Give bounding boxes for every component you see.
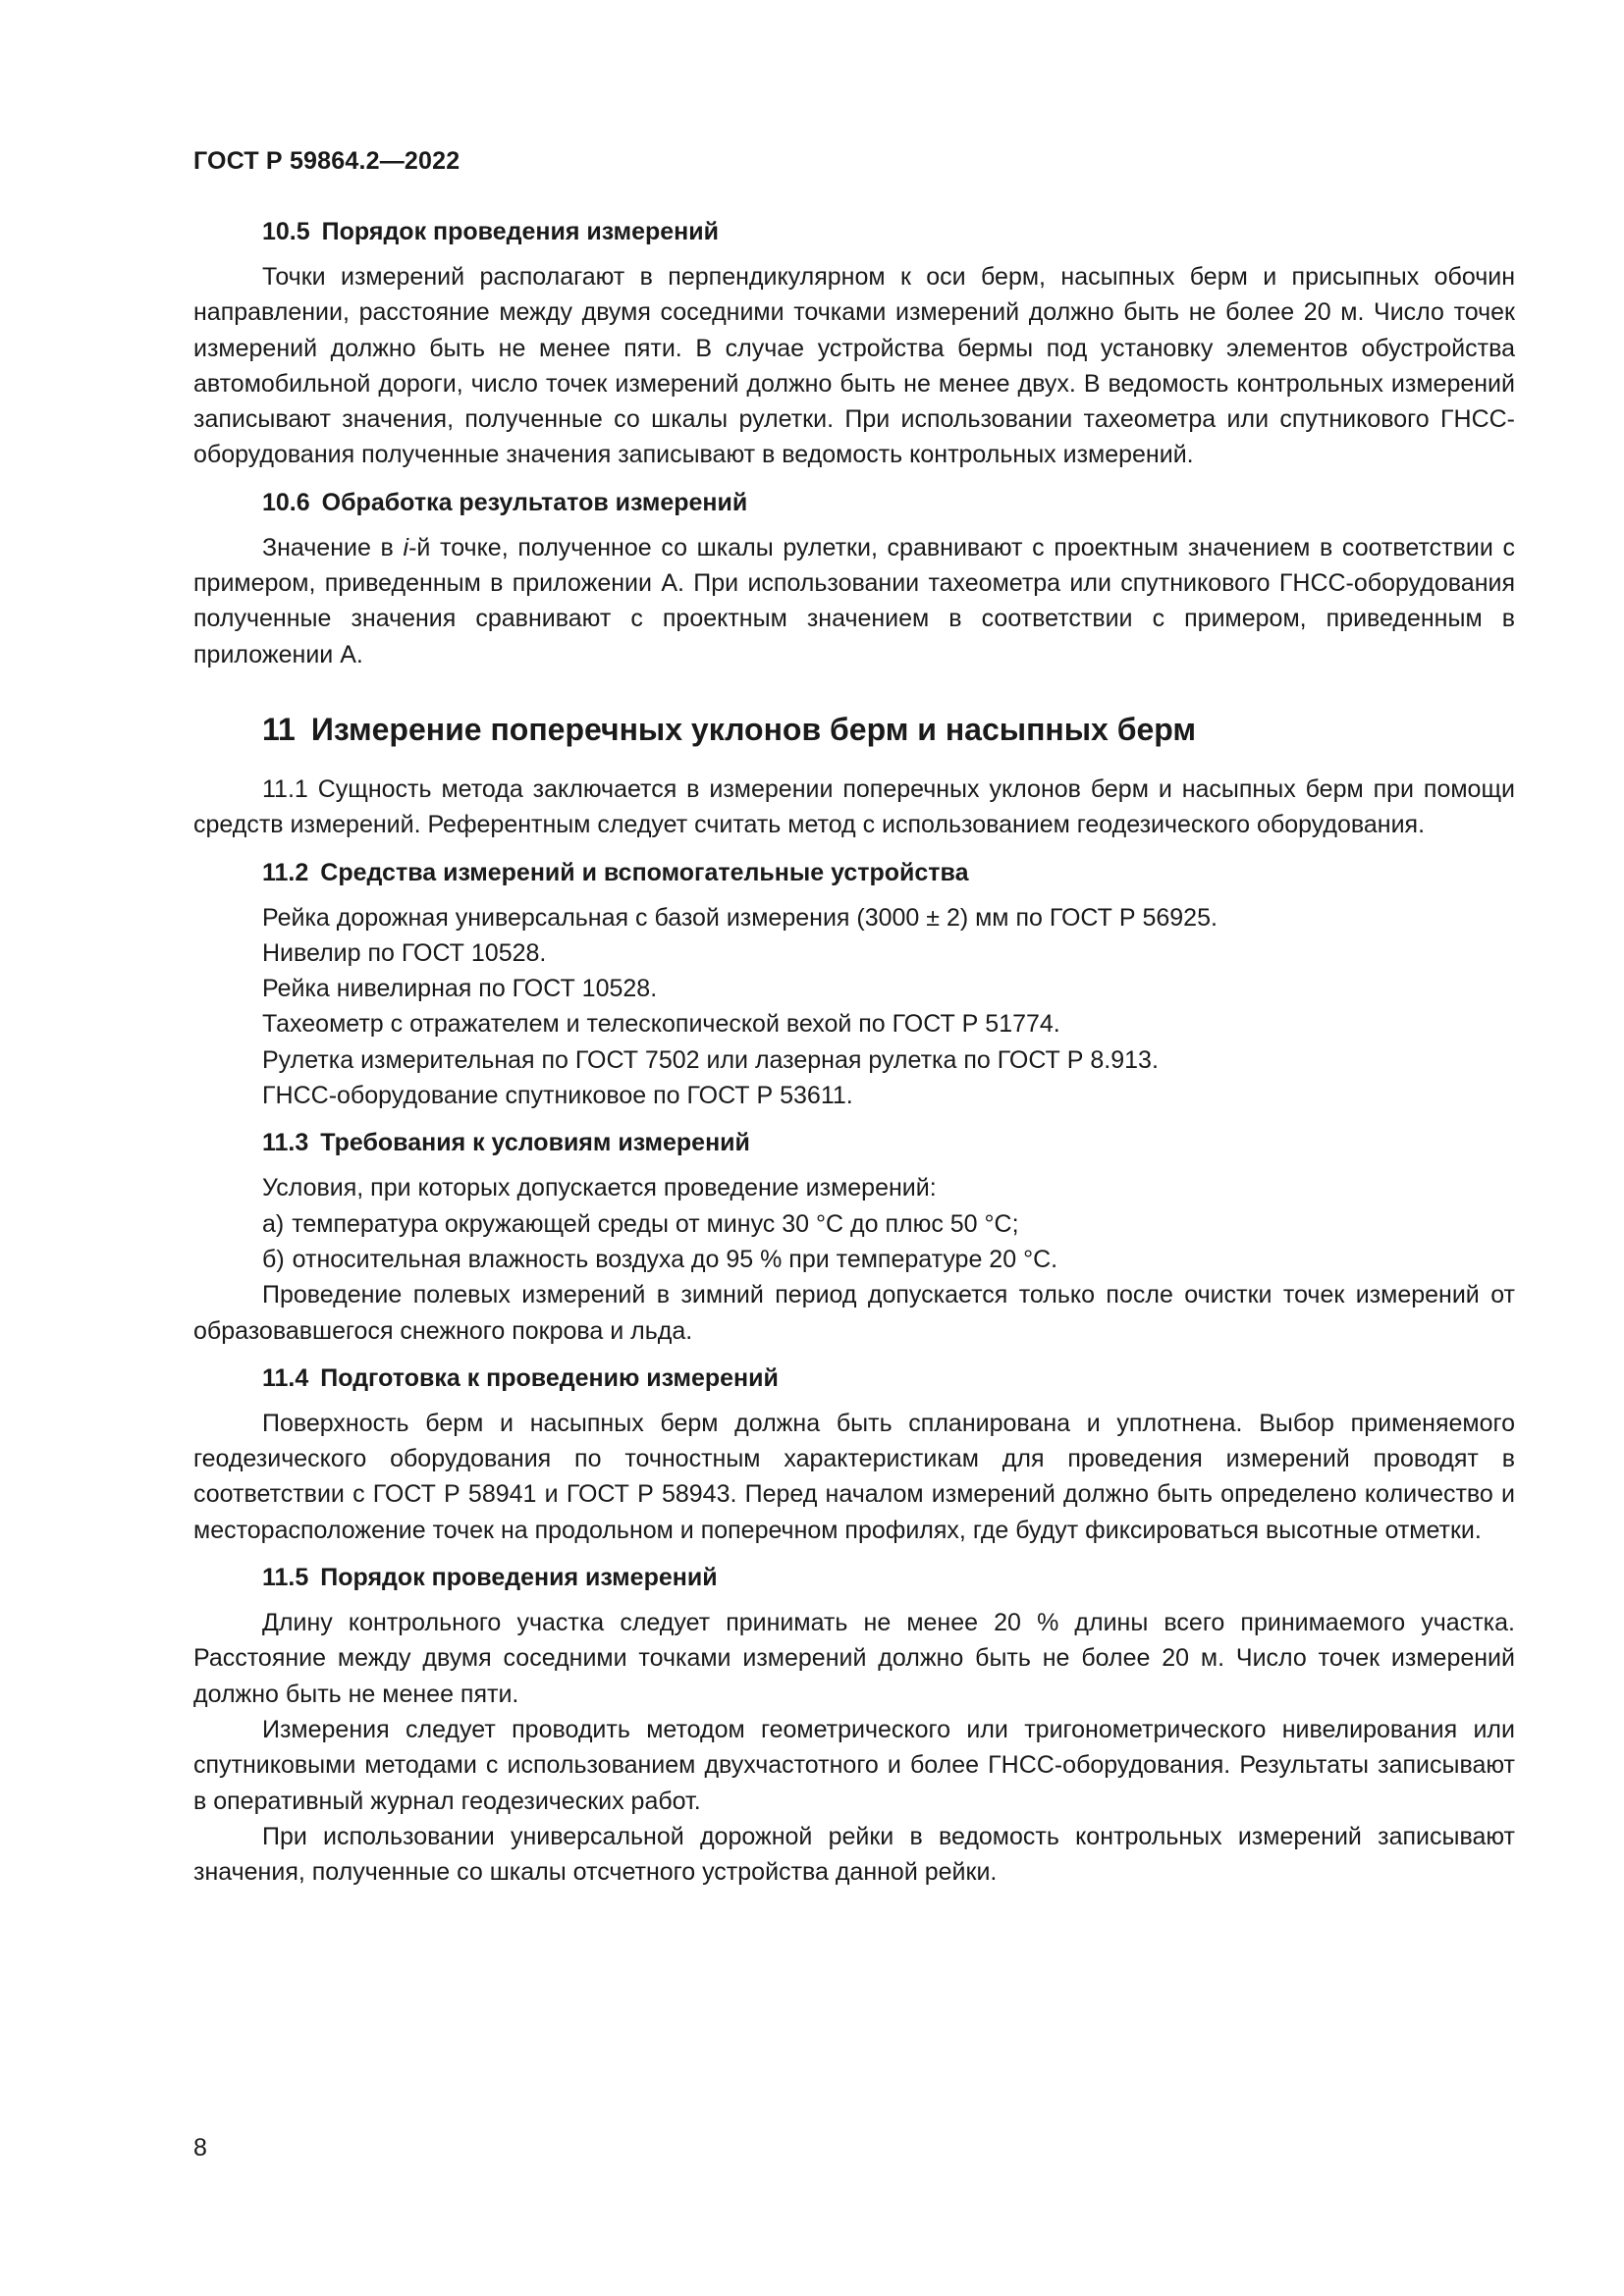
list-label: а) xyxy=(262,1209,285,1238)
subsection-heading-11-2 xyxy=(193,855,1515,890)
text-fragment: -й точке, полученное со шкалы рулетки, сравнивают с проектным значением в соответствии с примером, приведенным в приложении А. При использовании тахеометра или спутникового ГНСС-оборудования полученные значения сравнивают с проектным значением в соответствии с примером, приведенным в приложении А. xyxy=(193,533,1515,668)
list-item-a xyxy=(193,1206,1515,1242)
subsection-number: 11.5 xyxy=(262,1564,309,1592)
subsection-number: 10.5 xyxy=(262,218,310,245)
section-number: 11 xyxy=(262,711,296,747)
subsection-heading-11-5 xyxy=(193,1560,1515,1595)
subsection-number: 11.2 xyxy=(262,858,309,886)
subsection-heading-11-4 xyxy=(193,1361,1515,1396)
list-label: б) xyxy=(262,1245,285,1273)
subsection-title: Порядок проведения измерений xyxy=(320,1564,718,1592)
list-text: температура окружающей среды от минус 30 °С до плюс 50 °С; xyxy=(292,1209,1019,1238)
list-item: Рейка нивелирная по ГОСТ 10528. xyxy=(262,975,658,1003)
list-item: Тахеометр с отражателем и телескопической вехой по ГОСТ Р 51774. xyxy=(262,1010,1060,1039)
page-number: 8 xyxy=(193,2134,207,2162)
subsection-title: Средства измерений и вспомогательные устройства xyxy=(320,858,969,886)
subsection-title: Порядок проведения измерений xyxy=(321,218,719,245)
subsection-heading-10-5 xyxy=(193,214,1515,249)
italic-index: i xyxy=(403,533,409,561)
document-body xyxy=(193,214,1515,1890)
subsection-number: 11.4 xyxy=(262,1363,309,1392)
subsection-number: 10.6 xyxy=(262,488,310,516)
paragraph-11-3-intro: Условия, при которых допускается проведение измерений: xyxy=(262,1174,937,1202)
paragraph-10-5: Точки измерений располагают в перпендикулярном к оси берм, насыпных берм и присыпных обочин направлении, расстояние между двумя соседними точками измерений должно быть не более 20 м. Число точек измерений должно быть не менее пяти. В случае устройства бермы под установку элементов обустройства автомобильной дороги, число точек измерений должно быть не менее двух. В ведомость контрольных измерений записывают значения, полученные со шкалы рулетки. При использовании тахеометра или спутникового ГНСС-оборудования полученные значения записывают в ведомость контрольных измерений. xyxy=(193,263,1515,469)
paragraph-11-5-1: Длину контрольного участка следует принимать не менее 20 % длины всего принимаемого участка. Расстояние между двумя соседними точками измерений должно быть не более 20 м. Число точек измерений должно быть не менее пяти. xyxy=(193,1609,1515,1708)
subsection-title: Подготовка к проведению измерений xyxy=(320,1363,779,1392)
paragraph-11-5-3: При использовании универсальной дорожной рейки в ведомость контрольных измерений записывают значения, полученные со шкалы отсчетного устройства данной рейки. xyxy=(193,1822,1515,1887)
section-title: Измерение поперечных уклонов берм и насыпных берм xyxy=(310,711,1197,747)
list-text: относительная влажность воздуха до 95 % при температуре 20 °С. xyxy=(292,1245,1058,1273)
text-fragment: Значение в xyxy=(262,533,404,561)
paragraph-11-5-2: Измерения следует проводить методом геометрического или тригонометрического нивелирования или спутниковыми методами с использованием двухчастотного и более ГНСС-оборудования. Результаты записывают в оперативный журнал геодезических работ. xyxy=(193,1715,1515,1815)
subsection-heading-10-6 xyxy=(193,485,1515,520)
paragraph-11-1: 11.1 Сущность метода заключается в измерении поперечных уклонов берм и насыпных берм при помощи средств измерений. Референтным следует считать метод с использованием геодезического оборудования. xyxy=(193,774,1515,839)
section-heading-11 xyxy=(193,710,1515,749)
subsection-title: Обработка результатов измерений xyxy=(321,488,748,516)
list-item: ГНСС-оборудование спутниковое по ГОСТ Р 53611. xyxy=(262,1082,853,1110)
paragraph-10-6 xyxy=(193,530,1515,672)
list-item: Рулетка измерительная по ГОСТ 7502 или лазерная рулетка по ГОСТ Р 8.913. xyxy=(262,1045,1159,1074)
list-item-b xyxy=(193,1242,1515,1277)
list-item: Нивелир по ГОСТ 10528. xyxy=(262,938,547,967)
paragraph-11-3: Проведение полевых измерений в зимний период допускается только после очистки точек измерений от образовавшегося снежного покрова и льда. xyxy=(193,1281,1515,1345)
document-header: ГОСТ Р 59864.2—2022 xyxy=(193,147,460,175)
subsection-number: 11.3 xyxy=(262,1129,309,1157)
list-item: Рейка дорожная универсальная с базой измерения (3000 ± 2) мм по ГОСТ Р 56925. xyxy=(262,903,1218,932)
paragraph-11-4: Поверхность берм и насыпных берм должна быть спланирована и уплотнена. Выбор применяемого геодезического оборудования по точностным характеристикам для проведения измерений проводят в соответствии с ГОСТ Р 58941 и ГОСТ Р 58943. Перед началом измерений должно быть определено количество и месторасположение точек на продольном и поперечном профилях, где будут фиксироваться высотные отметки. xyxy=(193,1409,1515,1544)
subsection-heading-11-3 xyxy=(193,1125,1515,1160)
subsection-title: Требования к условиям измерений xyxy=(320,1129,750,1157)
